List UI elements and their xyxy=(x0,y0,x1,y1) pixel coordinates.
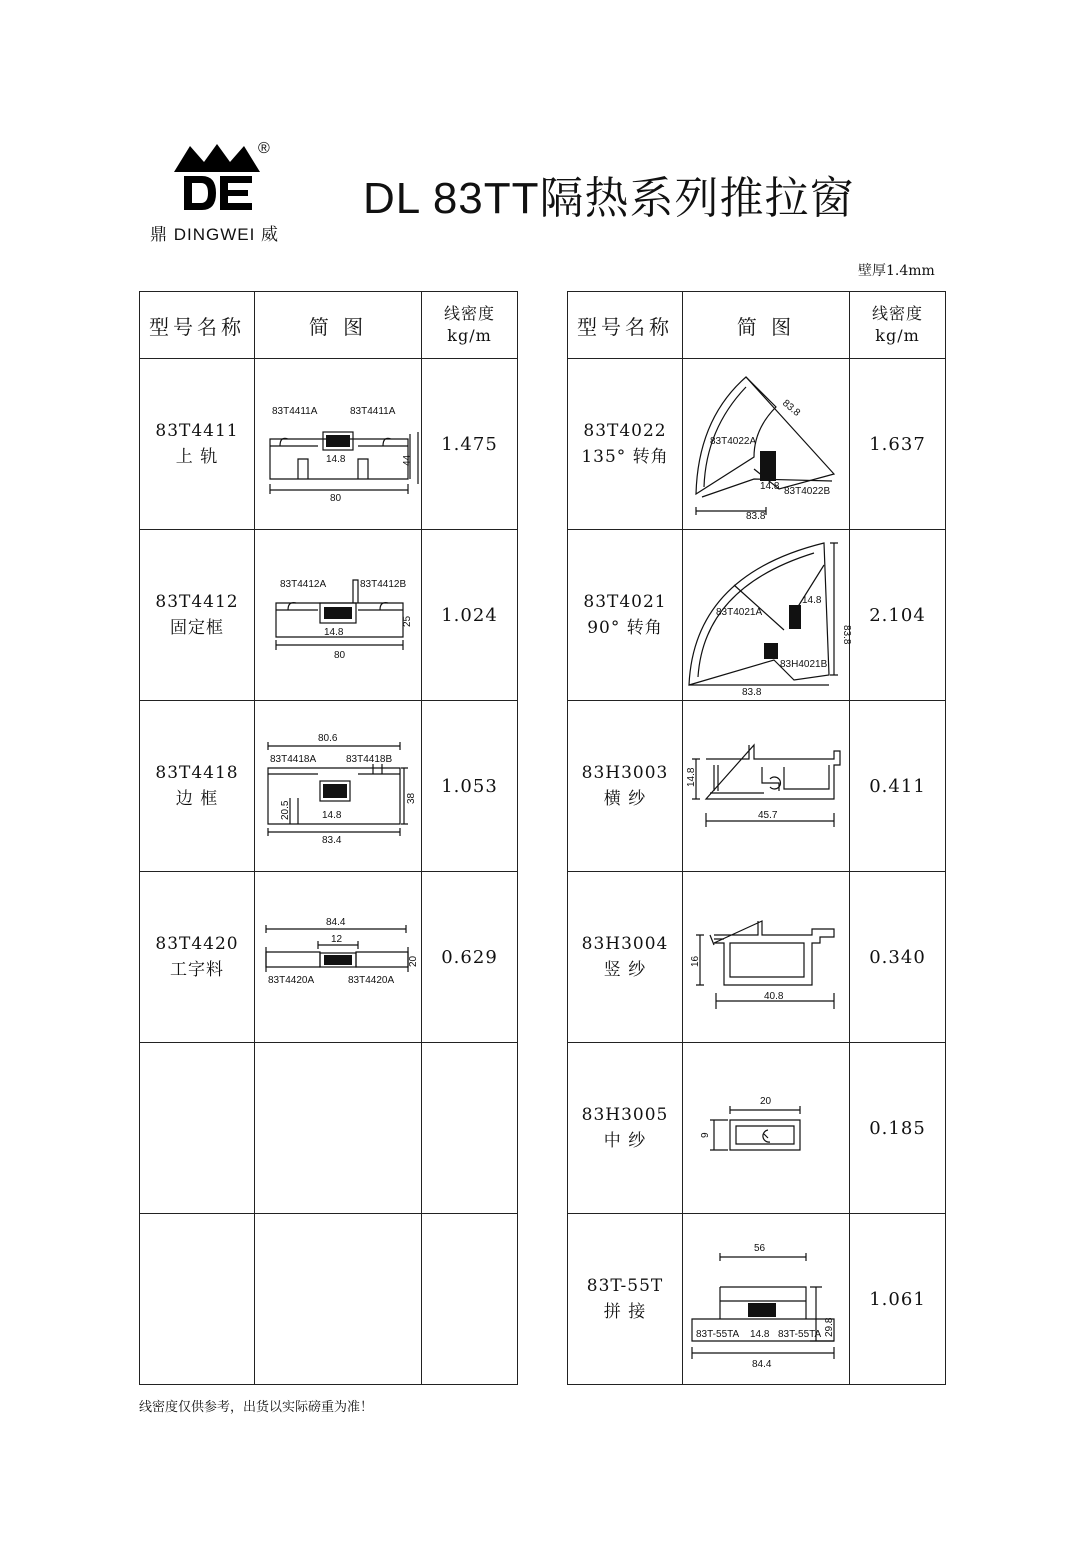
sketch-label: 83.8 xyxy=(742,687,762,698)
sketch-label: 83T4411A xyxy=(350,406,396,417)
model-code: 83T-55T xyxy=(586,1276,664,1296)
sketch-label: 14.8 xyxy=(326,454,346,465)
sketch-label: 14.8 xyxy=(802,595,822,606)
sketch-label: 83T4022A xyxy=(710,436,757,447)
sketch-cell xyxy=(683,1214,850,1385)
table-row xyxy=(568,872,946,1043)
sketch-label: 9 xyxy=(700,1132,711,1138)
model-name: 拼 接 xyxy=(603,1302,647,1322)
table-row xyxy=(568,1214,946,1385)
sketch-label: 83T-55TA xyxy=(778,1329,822,1340)
wall-thickness-note: 壁厚1.4mm xyxy=(858,263,935,279)
density-value: 0.340 xyxy=(850,872,946,1043)
footnote: 线密度仅供参考，出货以实际磅重为准！ xyxy=(139,1400,374,1415)
table-row xyxy=(140,359,518,530)
sketch-cell xyxy=(683,701,850,872)
sketch-label: 83T-55TA xyxy=(696,1329,740,1340)
density-value: 0.629 xyxy=(422,872,518,1043)
model-cell xyxy=(568,1043,683,1214)
sketch-label: 83T4411A xyxy=(272,406,318,417)
sketch-label: 20 xyxy=(760,1096,772,1107)
profile-sketch xyxy=(684,369,848,522)
sketch-label: 56 xyxy=(754,1243,766,1254)
density-value: 0.411 xyxy=(850,701,946,872)
sketch-label: 20.5 xyxy=(280,800,291,820)
sketch-label: 14.8 xyxy=(686,767,697,787)
page-title: DL 83TT隔热系列推拉窗 xyxy=(363,174,855,223)
profile-sketch xyxy=(684,1078,848,1178)
sketch-cell xyxy=(255,359,422,530)
sketch-label: 25 xyxy=(402,615,413,627)
model-name: 固定框 xyxy=(170,618,224,638)
density-value xyxy=(422,1043,518,1214)
sketch-label: 38 xyxy=(406,792,417,804)
sketch-label: 14.8 xyxy=(322,810,342,821)
sketch-label: 80.6 xyxy=(318,733,338,744)
sketch-cell xyxy=(255,1043,422,1214)
header-model: 型号名称 xyxy=(568,292,683,359)
model-cell xyxy=(568,359,683,530)
header-density-unit: kg/m xyxy=(447,326,492,345)
left-spec-table xyxy=(139,291,518,1385)
model-name: 中 纱 xyxy=(603,1131,647,1151)
sketch-label: 83T4022B xyxy=(784,486,831,497)
brand-name: 鼎 DINGWEI 威 xyxy=(150,225,280,244)
sketch-label: 83.8 xyxy=(746,511,766,522)
sketch-label: 29.8 xyxy=(824,1317,835,1337)
profile-sketch xyxy=(684,897,848,1017)
brand-logo xyxy=(150,140,290,244)
table-row xyxy=(140,530,518,701)
sketch-label: 84.4 xyxy=(752,1359,772,1370)
table-row xyxy=(140,872,518,1043)
model-code: 83T4022 xyxy=(583,421,667,441)
model-code: 83T4411 xyxy=(155,421,239,441)
sketch-label: 80 xyxy=(330,493,342,504)
model-cell xyxy=(568,701,683,872)
sketch-label: 83T4420A xyxy=(268,975,315,986)
model-name: 边 框 xyxy=(175,789,219,809)
density-value: 1.475 xyxy=(422,359,518,530)
profile-sketch xyxy=(258,726,418,846)
model-name: 135° 转角 xyxy=(581,447,669,467)
header-density-unit: kg/m xyxy=(875,326,920,345)
sketch-cell xyxy=(683,359,850,530)
table-row xyxy=(140,1214,518,1385)
table-row xyxy=(568,701,946,872)
sketch-label: 44 xyxy=(402,454,413,466)
sketch-label: 80 xyxy=(334,650,346,661)
model-name: 90° 转角 xyxy=(587,618,663,638)
density-value xyxy=(422,1214,518,1385)
sketch-cell xyxy=(683,530,850,701)
header-density-label: 线密度 xyxy=(443,304,495,323)
sketch-label: 83T4418A xyxy=(270,754,317,765)
sketch-label: 83T4412A xyxy=(280,579,327,590)
model-code: 83T4420 xyxy=(155,934,239,954)
table-row xyxy=(140,1043,518,1214)
sketch-label: 84.4 xyxy=(326,917,346,928)
model-name: 横 纱 xyxy=(603,789,647,809)
model-code: 83T4418 xyxy=(155,763,239,783)
registered-mark: ® xyxy=(258,140,270,157)
sketch-label: 14.8 xyxy=(750,1329,770,1340)
density-value: 0.185 xyxy=(850,1043,946,1214)
model-code: 83H3004 xyxy=(581,934,669,954)
sketch-label: 20 xyxy=(408,955,419,967)
profile-sketch xyxy=(258,907,418,1007)
density-value: 1.637 xyxy=(850,359,946,530)
table-row xyxy=(568,530,946,701)
model-name: 上 轨 xyxy=(175,447,219,467)
model-cell xyxy=(568,530,683,701)
table-header-row xyxy=(140,292,518,359)
sketch-label: 40.8 xyxy=(764,991,784,1002)
sketch-label: 14.8 xyxy=(760,481,780,492)
profile-sketch xyxy=(684,1229,848,1369)
density-value: 1.061 xyxy=(850,1214,946,1385)
sketch-label: 45.7 xyxy=(758,810,778,821)
header-sketch: 简 图 xyxy=(683,292,850,359)
header-density xyxy=(422,292,518,359)
model-name: 竖 纱 xyxy=(603,960,647,980)
sketch-cell xyxy=(683,872,850,1043)
model-code: 83H3003 xyxy=(581,763,669,783)
sketch-label: 16 xyxy=(690,955,701,967)
table-header-row xyxy=(568,292,946,359)
sketch-cell xyxy=(683,1043,850,1214)
sketch-cell xyxy=(255,530,422,701)
model-cell xyxy=(568,872,683,1043)
model-code: 83T4412 xyxy=(155,592,239,612)
sketch-label: 83.8 xyxy=(780,397,803,419)
model-cell xyxy=(140,1214,255,1385)
sketch-cell xyxy=(255,701,422,872)
model-cell xyxy=(140,530,255,701)
sketch-label: 83T4021A xyxy=(716,607,763,618)
header-sketch: 简 图 xyxy=(255,292,422,359)
right-spec-table xyxy=(567,291,946,1385)
header-density-label: 线密度 xyxy=(871,304,923,323)
density-value: 1.024 xyxy=(422,530,518,701)
profile-sketch xyxy=(258,565,418,665)
model-cell xyxy=(140,872,255,1043)
model-cell xyxy=(140,1043,255,1214)
profile-sketch xyxy=(684,535,852,698)
density-value: 2.104 xyxy=(850,530,946,701)
sketch-label: 83T4418B xyxy=(346,754,393,765)
sketch-label: 83T4412B xyxy=(360,579,407,590)
dingwei-logo-icon xyxy=(172,140,262,215)
model-cell xyxy=(140,701,255,872)
sketch-label: 83T4420A xyxy=(348,975,395,986)
profile-sketch xyxy=(258,384,418,504)
sketch-label: 14.8 xyxy=(324,627,344,638)
header-model: 型号名称 xyxy=(140,292,255,359)
table-row xyxy=(568,1043,946,1214)
model-cell xyxy=(568,1214,683,1385)
model-code: 83T4021 xyxy=(583,592,667,612)
table-row xyxy=(568,359,946,530)
sketch-label: 12 xyxy=(331,934,343,945)
sketch-label: 83H4021B xyxy=(780,659,828,670)
model-code: 83H3005 xyxy=(581,1105,669,1125)
sketch-label: 83.4 xyxy=(322,835,342,846)
sketch-label: 83.8 xyxy=(841,625,852,645)
profile-sketch xyxy=(684,731,848,841)
sketch-cell xyxy=(255,872,422,1043)
header-density xyxy=(850,292,946,359)
model-cell xyxy=(140,359,255,530)
table-row xyxy=(140,701,518,872)
density-value: 1.053 xyxy=(422,701,518,872)
model-name: 工字料 xyxy=(170,960,224,980)
sketch-cell xyxy=(255,1214,422,1385)
